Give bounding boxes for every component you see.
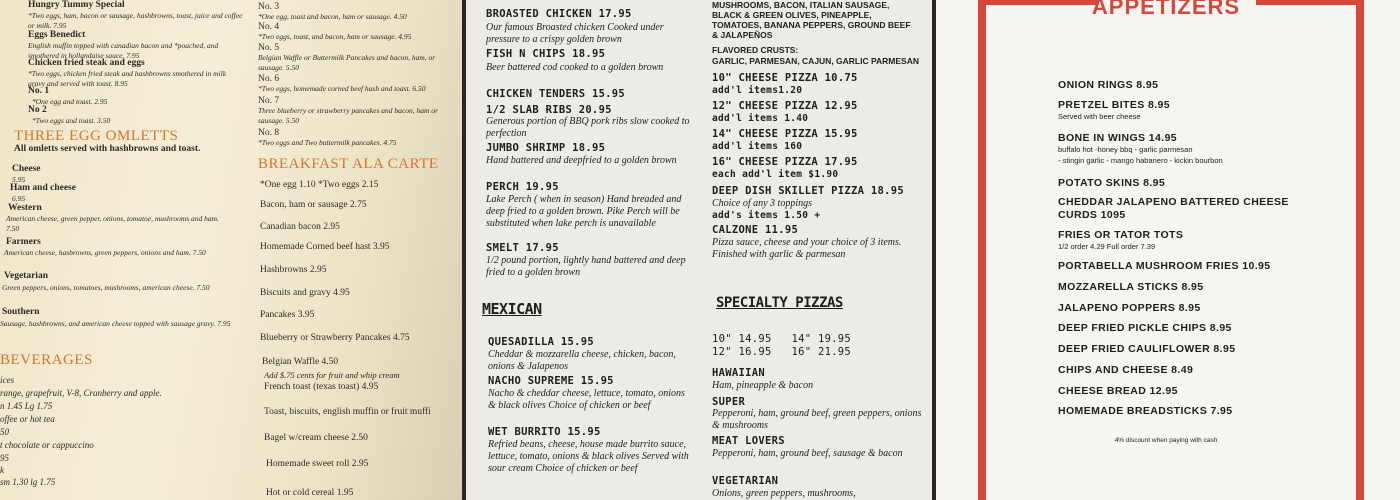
appetizer-name: POTATO SKINS 8.95: [1058, 177, 1166, 189]
omelet-desc: Sausage, hashbrowns, and american cheese topped with sausage gravy. 7.95: [0, 319, 231, 328]
mexican-desc: Refried beans, cheese, house made burrito sauce, lettuce, tomato, onions & black olives Served with sour cream Choice of chicken or beef: [488, 439, 689, 474]
menu-item-desc: *Two eggs, chicken fried steak and hashbrowns smothered in milk gravy and served with toast. 8.95: [28, 69, 227, 88]
cash-discount-note: 4% discount when paying with cash: [1114, 437, 1218, 444]
mexican-desc: Nacho & cheddar cheese, lettuce, tomato, onions & black olives Choice of chicken or beef: [488, 388, 685, 411]
beverage-line: 50: [0, 427, 9, 437]
alacarte-heading: BREAKFAST ALA CARTE: [258, 156, 439, 172]
beverage-line: 95: [0, 453, 9, 463]
entree-name: PERCH 19.95: [486, 181, 559, 193]
pizza-name: 16" CHEESE PIZZA 17.95: [712, 156, 858, 168]
omelet-desc: 5.95: [12, 175, 26, 184]
appetizer-name: BONE IN WINGS 14.95: [1058, 132, 1178, 144]
menu-item-desc: *One egg and toast. 2.95: [32, 97, 108, 106]
entree-desc: Hand battered and deepfried to a golden brown: [486, 155, 677, 166]
entrees-menu-panel: [466, 0, 932, 500]
appetizer-note: 1/2 order 4.29 Full order 7.39: [1058, 242, 1156, 251]
alacarte-item: Homemade sweet roll 2.95: [266, 459, 369, 469]
omelet-name: Vegetarian: [4, 271, 48, 281]
specialty-desc: Onions, green peppers, mushrooms,: [712, 488, 856, 499]
entree-name: FISH N CHIPS 18.95: [486, 48, 606, 60]
appetizer-name: PORTABELLA MUSHROOM FRIES 10.95: [1058, 260, 1271, 272]
omelet-desc: American cheese, green pepper, onions, tomatoe, mushrooms and ham. 7.50: [6, 214, 219, 233]
alacarte-item: Toast, biscuits, english muffin or fruit muffi: [264, 407, 431, 417]
appetizer-note: - stingin garlic - mango habanero - kickin bourbon: [1058, 156, 1223, 165]
entree-desc: Beer battered cod cooked to a golden brown: [486, 62, 664, 73]
menu-item-desc: Three blueberry or strawberry pancakes and bacon, ham or sausage. 5.50: [258, 106, 438, 125]
appetizers-menu-panel: [936, 0, 1400, 500]
menu-item-name: No. 5: [258, 43, 280, 53]
specialty-name: VEGETARIAN: [712, 475, 779, 487]
menu-item-desc: *Two eggs, homemade corned beef hash and toast. 6.50: [258, 84, 426, 93]
appetizer-name: JALAPENO POPPERS 8.95: [1058, 302, 1201, 314]
appetizer-name: DEEP FRIED CAULIFLOWER 8.95: [1058, 343, 1236, 355]
alacarte-item: French toast (texas toast) 4.95: [264, 382, 379, 392]
specialty-desc: Pepperoni, ham, ground beef, sausage & bacon: [712, 448, 903, 459]
entree-name: 1/2 SLAB RIBS 20.95: [486, 104, 612, 116]
left-border: [978, 0, 986, 500]
beverages-heading: BEVERAGES: [0, 352, 93, 368]
omelet-name: Ham and cheese: [10, 183, 76, 193]
menu-item-name: Eggs Benedict: [28, 30, 86, 40]
calzone-desc: Pizza sauce, cheese and your choice of 3 items. Finished with garlic & parmesan: [712, 237, 902, 260]
appetizer-note: Served with beer cheese: [1058, 112, 1141, 121]
entree-name: CHICKEN TENDERS 15.95: [486, 88, 626, 100]
entree-name: BROASTED CHICKEN 17.95: [486, 8, 632, 20]
menu-item-name: Hungry Tummy Special: [28, 0, 125, 10]
pizza-extra: add'l items1.20: [712, 85, 803, 96]
appetizer-name: CHIPS AND CHEESE 8.49: [1058, 364, 1194, 376]
appetizer-name: DEEP FRIED PICKLE CHIPS 8.95: [1058, 322, 1232, 334]
beverage-line: range, grapefruit, V-8, Cranberry and apple.: [0, 388, 162, 398]
toppings-list: MUSHROOMS, BACON, ITALIAN SAUSAGE, BLACK & GREEN OLIVES, PINEAPPLE, TOMATOES, BANANA PEPPERS, GROUND BEEF & JALAPEÑOS: [712, 0, 911, 40]
beverage-line: k: [0, 465, 4, 475]
alacarte-item: *One egg 1.10 *Two eggs 2.15: [260, 180, 379, 190]
specialty-name: HAWAIIAN: [712, 367, 765, 379]
mexican-name: NACHO SUPREME 15.95: [488, 375, 614, 387]
alacarte-item: Pancakes 3.95: [260, 310, 315, 320]
entree-desc: Our famous Broasted chicken Cooked under pressure to a crispy golden brown: [486, 22, 664, 45]
entree-name: JUMBO SHRIMP 18.95: [486, 142, 606, 154]
mexican-name: QUESADILLA 15.95: [488, 336, 594, 348]
menu-item-name: No. 4: [258, 22, 280, 32]
pizza-extra: each add'l item $1.90: [712, 169, 839, 180]
menu-item-desc: *Two eggs, toast, and bacon, ham or sausage. 4.95: [258, 32, 412, 41]
breakfast-menu-panel: [0, 0, 462, 500]
pizza-extra: add'l items 160: [712, 141, 803, 152]
entree-desc: 1/2 pound portion, lightly hand battered and deep fried to a golden brown: [486, 255, 686, 278]
appetizer-name: CHEDDAR JALAPENO BATTERED CHEESE: [1058, 196, 1289, 208]
entree-desc: Generous portion of BBQ pork ribs slow cooked to perfection: [486, 116, 690, 139]
appetizer-name: CHEESE BREAD 12.95: [1058, 385, 1178, 397]
menu-item-desc: English muffin topped with canadian bacon and *poached, and smothered in hollandaise sauce. 7.95: [28, 41, 219, 60]
alacarte-item: Bagel w/cream cheese 2.50: [264, 433, 368, 443]
menu-item-desc: Belgian Waffle or Buttermilk Pancakes and bacon, ham, or sausage. 5.50: [258, 53, 436, 72]
alacarte-item: Blueberry or Strawberry Pancakes 4.75: [260, 333, 410, 343]
specialty-desc: Pepperoni, ham, ground beef, green peppers, onions & mushrooms: [712, 408, 922, 431]
mexican-name: WET BURRITO 15.95: [488, 426, 601, 438]
omelet-name: Southern: [2, 307, 40, 317]
omelet-desc: Green peppers, onions, tomatoes, mushrooms, american cheese. 7.50: [2, 283, 210, 292]
beverage-line: ices: [0, 375, 14, 385]
appetizer-name: FRIES OR TATOR TOTS: [1058, 229, 1184, 241]
omelets-heading: THREE EGG OMLETTS: [14, 128, 179, 144]
mexican-desc: Cheddar & mozzarella cheese, chicken, bacon, onions & Jalapenos: [488, 349, 676, 372]
alacarte-item: Bacon, ham or sausage 2.75: [260, 200, 367, 210]
specialty-name: MEAT LOVERS: [712, 435, 785, 447]
appetizer-name: CURDS 1095: [1058, 209, 1126, 221]
menu-item-desc: *Two eggs and Two buttermilk pancakes. 4.75: [258, 138, 397, 147]
entree-desc: Lake Perch ( when in season) Hand breaded and deep fried to a golden brown. Pike Perch will be substituted when lake perch is unavailable: [486, 194, 682, 229]
omelet-name: Cheese: [12, 164, 41, 174]
menu-item-name: No. 1: [28, 86, 50, 96]
top-border-left: [978, 0, 1098, 5]
specialty-desc: Ham, pineapple & bacon: [712, 380, 814, 391]
beverage-line: offee or hot tea: [0, 414, 55, 424]
alacarte-item: Homemade Corned beef hast 3.95: [260, 242, 390, 252]
pizza-name: 14" CHEESE PIZZA 15.95: [712, 128, 858, 140]
pizza-name: 10" CHEESE PIZZA 10.75: [712, 72, 858, 84]
alacarte-item: Belgian Waffle 4.50: [262, 357, 339, 367]
specialty-heading: SPECIALTY PIZZAS: [716, 295, 843, 311]
omelet-desc: 6.95: [12, 194, 26, 203]
mexican-heading: MEXICAN: [482, 300, 542, 318]
menu-item-name: No. 8: [258, 128, 280, 138]
appetizers-title: APPETIZERS: [1091, 0, 1241, 19]
appetizer-name: HOMEMADE BREADSTICKS 7.95: [1058, 405, 1233, 417]
alacarte-item: Hashbrowns 2.95: [260, 265, 327, 275]
entree-name: SMELT 17.95: [486, 242, 559, 254]
alacarte-note: Add $.75 cents for fruit and whip cream: [264, 370, 400, 380]
menu-item-desc: *One egg, toast and bacon, ham or sausage. 4.50: [258, 12, 407, 21]
menu-item-name: No 2: [28, 105, 47, 115]
pizza-extra: add'l items 1.40: [712, 113, 809, 124]
beverage-line: t chocolate or cappuccino: [0, 440, 94, 450]
menu-item-desc: *Two eggs, ham, bacon or sausage, hashbrowns, toast, juice and coffee or milk. 7.95: [28, 11, 243, 30]
appetizer-note: buffalo hot -honey bbq - garlic parmesan: [1058, 145, 1193, 154]
appetizer-name: MOZZARELLA STICKS 8.95: [1058, 281, 1204, 293]
deep-dish-name: DEEP DISH SKILLET PIZZA 18.95: [712, 185, 905, 197]
crusts-list: GARLIC, PARMESAN, CAJUN, GARLIC PARMESAN: [712, 56, 919, 66]
alacarte-item: Biscuits and gravy 4.95: [260, 288, 350, 298]
omelet-name: Farmers: [6, 237, 41, 247]
menu-item-desc: *Two eggs and toast. 3.50: [32, 116, 111, 125]
right-border: [1356, 0, 1364, 500]
specialty-name: SUPER: [712, 396, 746, 408]
deep-dish-desc: Choice of any 3 toppings: [712, 198, 812, 209]
specialty-prices: 10" 14.95 14" 19.95: [712, 333, 852, 345]
alacarte-item: Canadian bacon 2.95: [260, 222, 340, 232]
top-border-right: [1256, 0, 1364, 5]
alacarte-item: Hot or cold cereal 1.95: [266, 488, 354, 498]
omelet-name: Western: [8, 203, 42, 213]
pizza-name: 12" CHEESE PIZZA 12.95: [712, 100, 858, 112]
menu-item-name: No. 6: [258, 74, 280, 84]
omelets-subheading: All omletts served with hashbrowns and toast.: [14, 144, 201, 154]
menu-item-name: Chicken fried steak and eggs: [28, 58, 145, 68]
deep-dish-extra: add's items 1.50 +: [712, 210, 821, 221]
beverage-line: sm 1.30 lg 1.75: [0, 477, 56, 487]
beverage-line: n 1.45 Lg 1.75: [0, 401, 53, 411]
appetizer-name: ONION RINGS 8.95: [1058, 79, 1159, 91]
specialty-prices: 12" 16.95 16" 21.95: [712, 346, 852, 358]
appetizer-name: PRETZEL BITES 8.95: [1058, 99, 1171, 111]
omelet-desc: American cheese, hasbrowns, green peppers, onions and ham. 7.50: [4, 248, 206, 257]
menu-item-name: No. 7: [258, 96, 280, 106]
menu-item-name: No. 3: [258, 2, 280, 12]
crusts-label: FLAVORED CRUSTS:: [712, 45, 799, 55]
calzone-name: CALZONE 11.95: [712, 224, 799, 236]
